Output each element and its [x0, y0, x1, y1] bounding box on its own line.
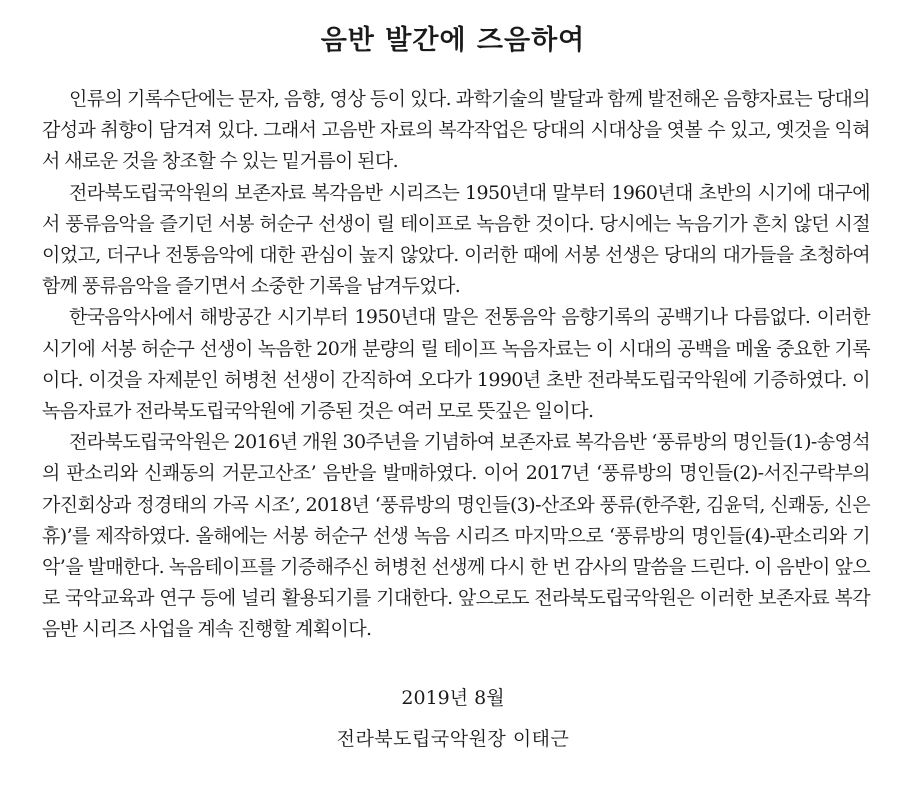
document-signature: 전라북도립국악원장 이태근: [336, 728, 570, 750]
paragraph-1: 인류의 기록수단에는 문자, 음향, 영상 등이 있다. 과학기술의 발달과 함께 발전해온 음향자료는 당대의 감성과 취향이 담겨져 있다. 그래서 고음반 자료의 복각작업은 당대의 시대상을 엿볼 수 있고, 옛것을 익혀서 새로운 것을 창조할 수 있는 밑거름이 된다.: [42, 88, 870, 173]
paragraph-3: 한국음악사에서 해방공간 시기부터 1950년대 말은 전통음악 음향기록의 공백기나 다름없다. 이러한 시기에 서봉 허순구 선생이 녹음한 20개 분량의 릴 테이프 녹음자료는 이 시대의 공백을 메울 중요한 기록이다. 이것을 자제분인 허병천 선생이 간직하여 오다가 1990년 초반 전라북도립국악원에 기증하였다. 이 녹음자료가 전라북도립국악원에 기증된 것은 여러 모로 뜻깊은 일이다.: [42, 306, 870, 423]
paragraph-4: 전라북도립국악원은 2016년 개원 30주년을 기념하여 보존자료 복각음반 ‘풍류방의 명인들(1)-송영석의 판소리와 신쾌동의 거문고산조’ 음반을 발매하였다. 이어 2017년 ‘풍류방의 명인들(2)-서진구락부의 가진회상과 정경태의 가곡 시조’, 2018년 ‘풍류방의 명인들(3)-산조와 풍류(한주환, 김윤덕, 신쾌동, 신은휴)’를 제작하였다. 올해에는 서봉 허순구 선생 녹음 시리즈 마지막으로 ‘풍류방의 명인들(4)-판소리와 기악’을 발매한다. 녹음테이프를 기증해주신 허병천 선생께 다시 한 번 감사의 말씀을 드린다. 이 음반이 앞으로 국악교육과 연구 등에 널리 활용되기를 기대한다. 앞으로도 전라북도립국악원은 이러한 보존자료 복각음반 시리즈 사업을 계속 진행할 계획이다.: [42, 431, 870, 641]
document-title: 음반 발간에 즈음하여: [320, 25, 586, 56]
paragraph-2: 전라북도립국악원의 보존자료 복각음반 시리즈는 1950년대 말부터 1960년대 초반의 시기에 대구에서 풍류음악을 즐기던 서봉 허순구 선생이 릴 테이프로 녹음한 것이다. 당시에는 녹음기가 흔치 않던 시절이었고, 더구나 전통음악에 대한 관심이 높지 않았다. 이러한 때에 서봉 선생은 당대의 대가들을 초청하여 함께 풍류음악을 즐기면서 소중한 기록을 남겨두었다.: [42, 181, 870, 298]
document-date: 2019년 8월: [401, 687, 505, 709]
document-body: [42, 84, 870, 646]
